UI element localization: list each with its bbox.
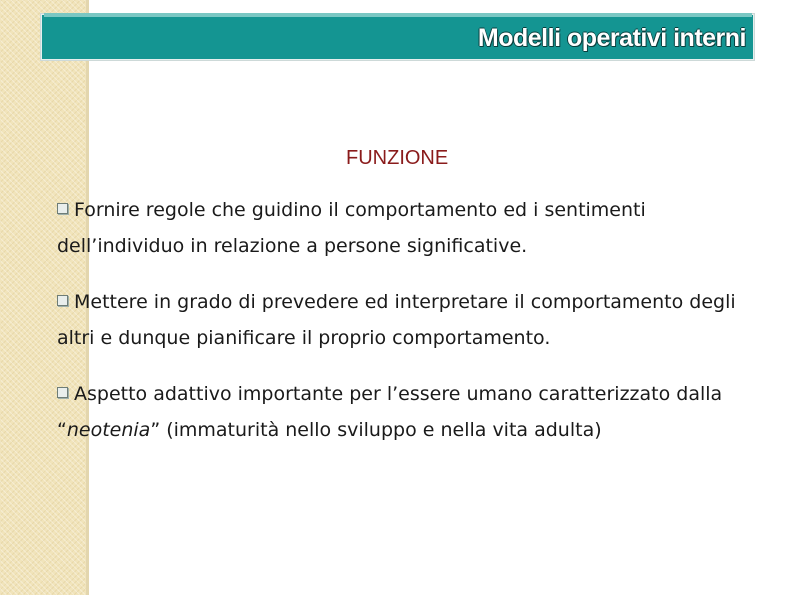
list-item (57, 192, 767, 264)
bullet-text-continued: ” (immaturità nello sviluppo e nella vita adulta) (150, 419, 602, 441)
bullet-list (57, 192, 767, 468)
section-heading: FUNZIONE (346, 147, 449, 169)
bullet-text: Mettere in grado di prevedere ed interpretare il comportamento degli altri e dunque pianificare il proprio comportamento. (57, 291, 736, 349)
square-bullet-icon (57, 295, 68, 306)
square-bullet-icon (57, 203, 68, 214)
bullet-text: Fornire regole che guidino il comportamento ed i sentimenti dell’individuo in relazione a persone significative. (57, 199, 646, 257)
list-item (57, 376, 767, 448)
list-item (57, 284, 767, 356)
bullet-text: Aspetto adattivo importante per l’essere umano caratterizzato dalla “ (57, 383, 723, 441)
title-bar-highlight (44, 13, 752, 17)
square-bullet-icon (57, 387, 68, 398)
title-bar (40, 13, 755, 61)
emphasized-term: neotenia (66, 419, 151, 441)
slide-title: Modelli operativi interni (477, 24, 746, 52)
